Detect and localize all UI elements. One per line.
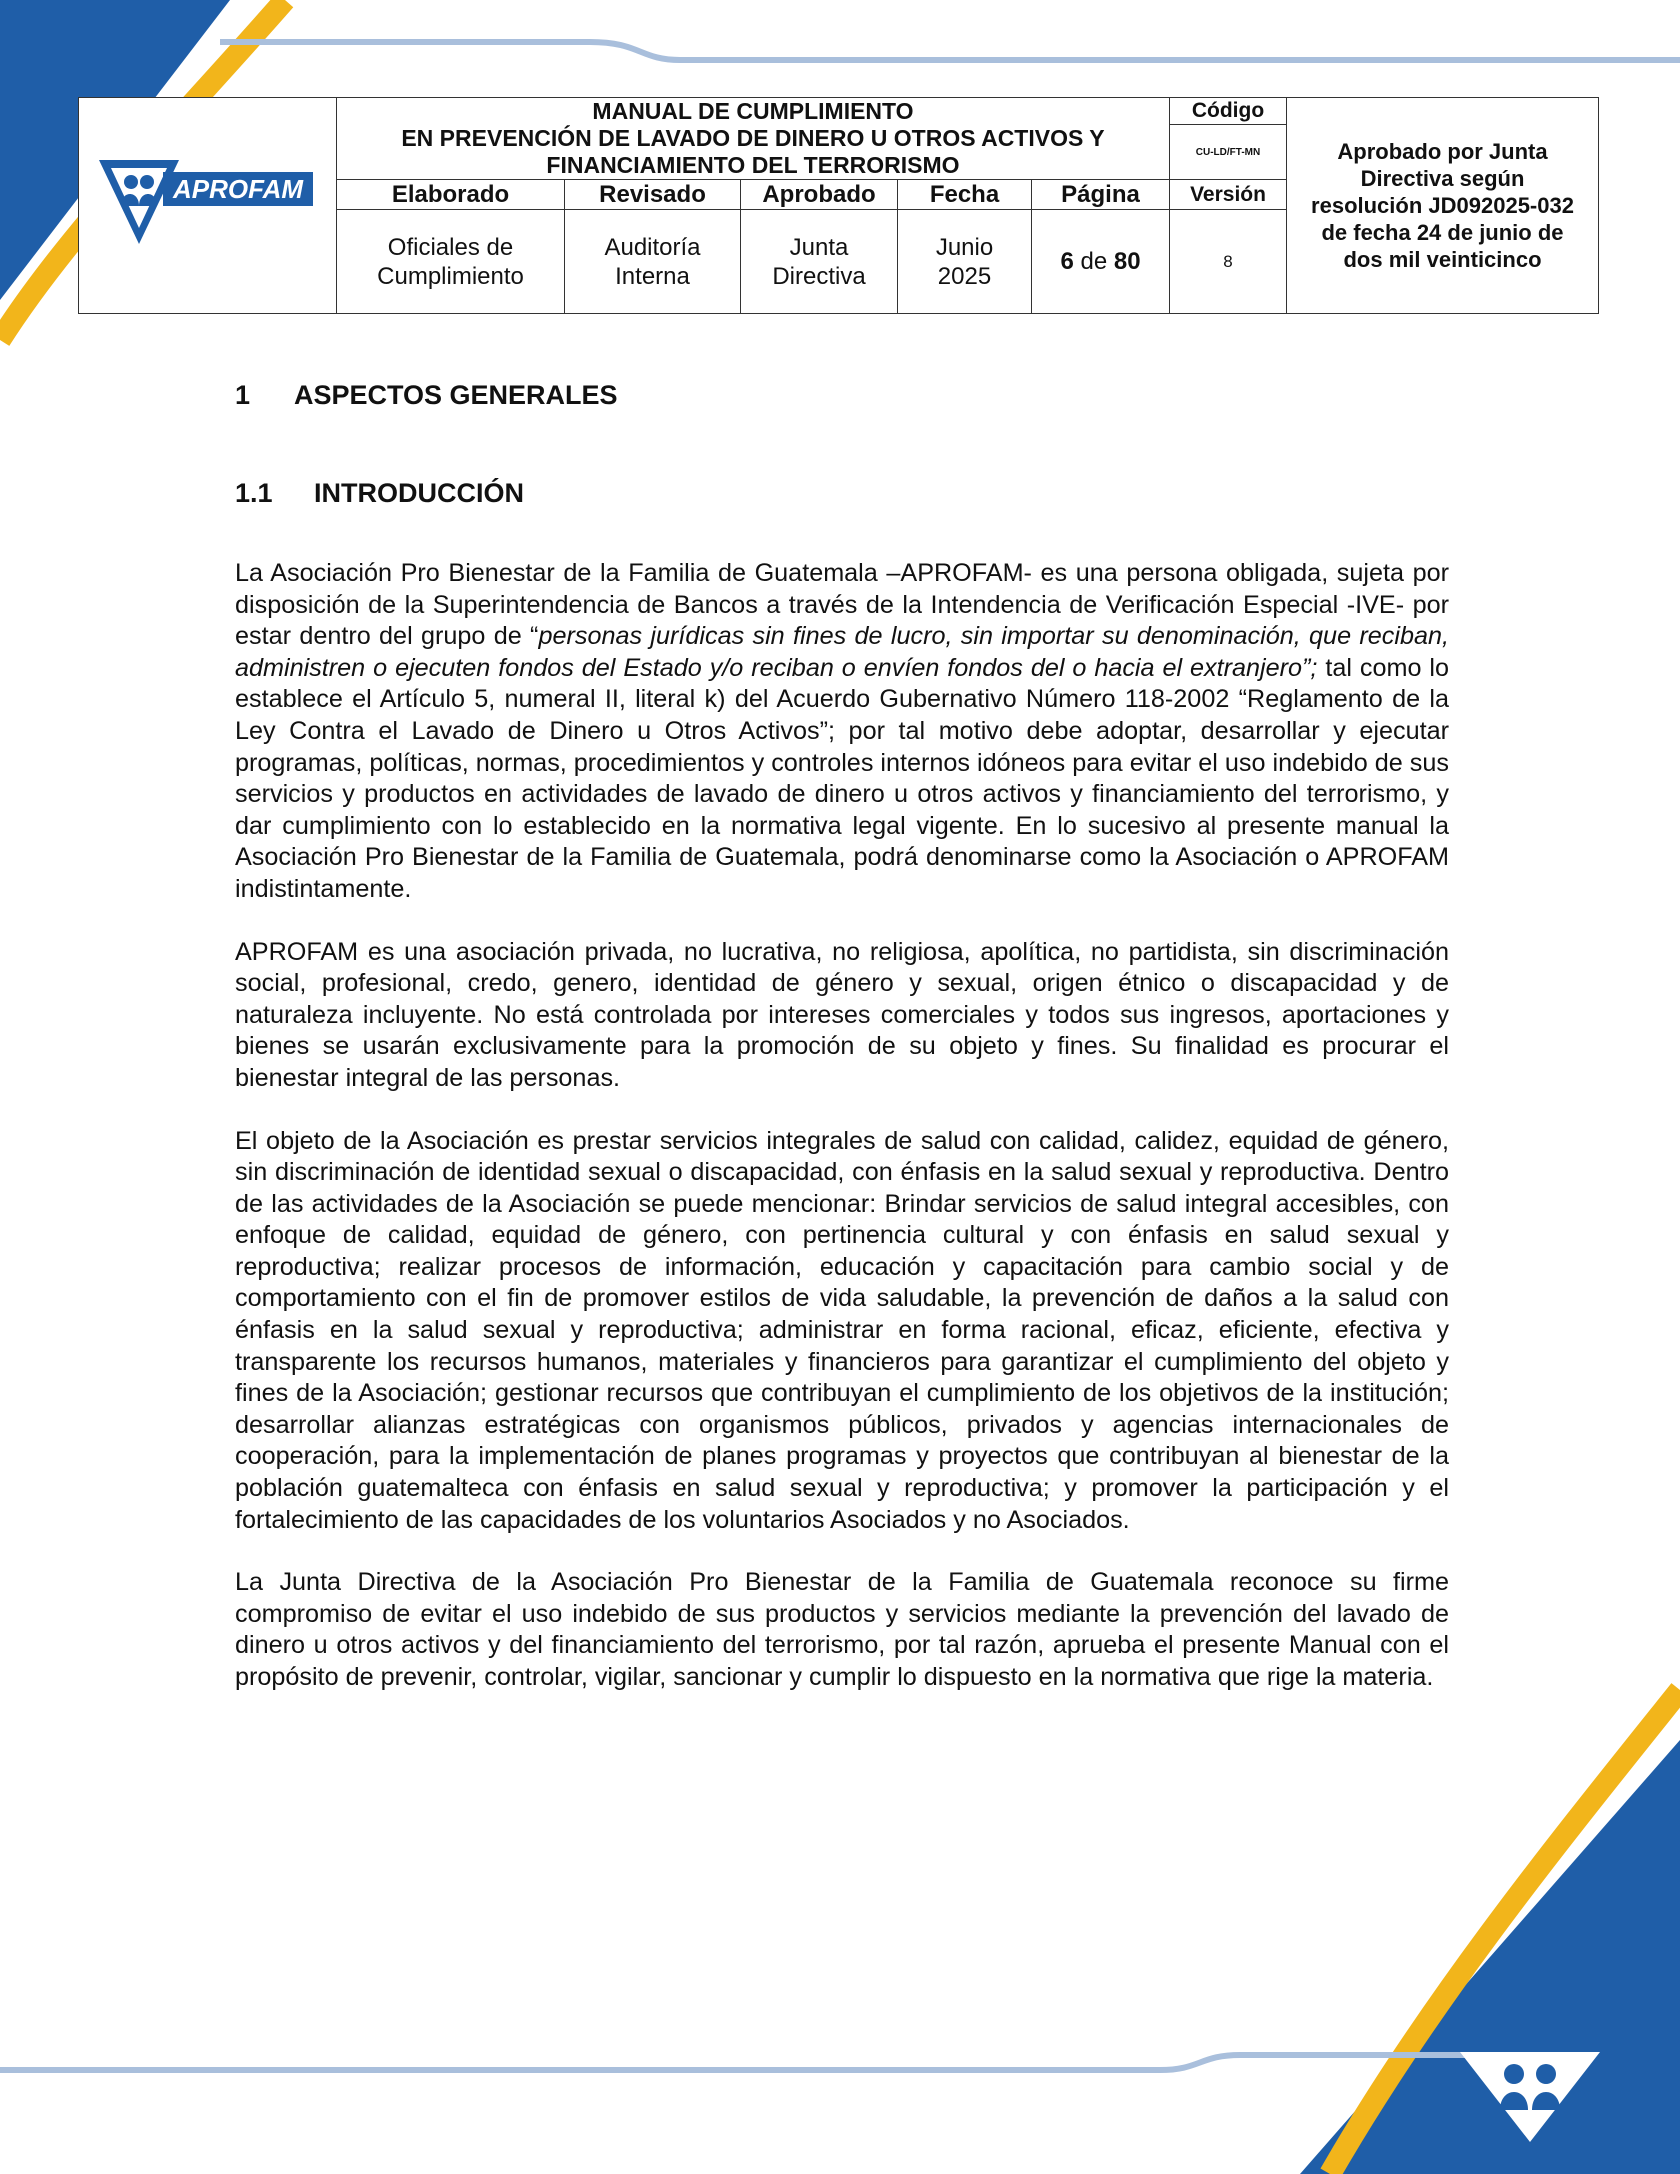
elaborado-value: Oficiales de Cumplimiento bbox=[337, 210, 565, 314]
fecha-value: Junio 2025 bbox=[898, 210, 1032, 314]
document-title: MANUAL DE CUMPLIMIENTO EN PREVENCIÓN DE LAVADO DE DINERO U OTROS ACTIVOS Y FINANCIAMIENTO DEL TERRORISMO bbox=[337, 98, 1170, 180]
col-version: Versión bbox=[1170, 180, 1287, 210]
paragraph-1: La Asociación Pro Bienestar de la Familia de Guatemala –APROFAM- es una persona obligada, sujeta por disposición de la Superintendencia de Bancos a través de la Intendencia de Verificación Especial -IVE- por estar dentro del grupo de “personas jurídicas sin fines de lucro, sin importar su denominación, que reciban, administren o ejecuten fondos del Estado y/o reciban o envíen fondos del o hacia el extranjero”; tal como lo establece el Artículo 5, numeral II, literal k) del Acuerdo Gubernativo Número 118-2002 “Reglamento de la Ley Contra el Lavado de Dinero u Otros Activos”; por tal motivo debe adoptar, desarrollar y ejecutar programas, políticas, normas, procedimientos y controles internos idóneos para evitar el uso indebido de sus servicios y productos en actividades de lavado de dinero u otros activos y financiamiento del terrorismo, y dar cumplimiento con lo establecido en la normativa legal vigente. En lo sucesivo al presente manual la Asociación Pro Bienestar de la Familia de Guatemala, podrá denominarse como la Asociación o APROFAM indistintamente. bbox=[235, 559, 1450, 903]
paragraph-3: El objeto de la Asociación es prestar servicios integrales de salud con calidad, calidez, equidad de género, sin discriminación de identidad sexual o discapacidad, con énfasis en la salud sexual y reproductiva. Dentro de las actividades de la Asociación se puede mencionar: Brindar servicios de salud integral accesibles, con enfoque de calidad, equidad de género, con pertinencia cultural y con énfasis en salud sexual y reproductiva; realizar procesos de información, educación y capacitación para cambio social y de comportamiento con el fin de promover estilos de vida saludable, la prevención de daños a la salud con énfasis en la salud sexual y reproductiva; administrar en forma racional, eficaz, eficiente, efectiva y transparente los recursos humanos, materiales y financieros para garantizar el cumplimiento del objeto y fines de la Asociación; gestionar recursos que contribuyan el cumplimiento de los objetivos de la institución; desarrollar alianzas estratégicas con organismos públicos, privados y agencias internacionales de cooperación, para la implementación de planes programas y proyectos que contribuyan al bienestar de la población guatemalteca con énfasis en salud sexual y reproductiva; y promover la participación y el fortalecimiento de las capacidades de los voluntarios Asociados y no Asociados. bbox=[235, 1126, 1449, 1534]
page-number: 6 de 80 bbox=[1032, 210, 1170, 314]
col-revisado: Revisado bbox=[565, 180, 741, 210]
svg-text:APROFAM: APROFAM bbox=[172, 174, 303, 204]
subsection-heading bbox=[235, 478, 1449, 509]
col-elaborado: Elaborado bbox=[337, 180, 565, 210]
aprobado-value: Junta Directiva bbox=[741, 210, 898, 314]
logo-cell bbox=[79, 98, 337, 314]
section-title: ASPECTOS GENERALES bbox=[294, 380, 618, 410]
col-aprobado: Aprobado bbox=[741, 180, 898, 210]
paragraph-4: La Junta Directiva de la Asociación Pro Bienestar de la Familia de Guatemala reconoce su firme compromiso de evitar el uso indebido de sus productos y servicios mediante la prevención del lavado de dinero u otros activos y del financiamiento del terrorismo, por tal razón, aprueba el presente Manual con el propósito de prevenir, controlar, vigilar, sancionar y cumplir lo dispuesto en la normativa que rige la materia. bbox=[235, 1568, 1449, 1691]
col-fecha: Fecha bbox=[898, 180, 1032, 210]
top-light-line bbox=[220, 42, 1680, 60]
document-header-table bbox=[78, 97, 1599, 314]
section-heading bbox=[235, 380, 1449, 411]
bottom-light-line bbox=[0, 2055, 1500, 2070]
subsection-title: INTRODUCCIÓN bbox=[314, 478, 524, 508]
codigo-label: Código bbox=[1170, 98, 1287, 125]
col-pagina: Página bbox=[1032, 180, 1170, 210]
section-number: 1 bbox=[235, 380, 251, 410]
approval-note: Aprobado por Junta Directiva según resolución JD092025-032 de fecha 24 de junio de dos mil veinticinco bbox=[1287, 98, 1599, 314]
aprofam-logo-icon bbox=[93, 148, 323, 258]
document-body bbox=[235, 380, 1449, 1694]
paragraph-2: APROFAM es una asociación privada, no lucrativa, no religiosa, apolítica, no partidista, sin discriminación social, profesional, credo, genero, identidad de género y sexual, origen étnico o discapacidad y de naturaleza incluyente. No está controlada por intereses comerciales y todos sus ingresos, aportaciones y bienes se usarán exclusivamente para la promoción de su objeto y fines. Su finalidad es procurar el bienestar integral de las personas. bbox=[235, 937, 1449, 1092]
paragraph-1-quote: personas jurídicas sin fines de lucro, sin importar su denominación, que reciban, administren o ejecuten fondos del Estado y/o reciban o envíen fondos del o hacia el extranjero”; bbox=[235, 622, 1450, 682]
version-value: 8 bbox=[1170, 210, 1287, 314]
subsection-number: 1.1 bbox=[235, 478, 273, 508]
revisado-value: Auditoría Interna bbox=[565, 210, 741, 314]
codigo-value: CU-LD/FT-MN bbox=[1170, 125, 1287, 180]
